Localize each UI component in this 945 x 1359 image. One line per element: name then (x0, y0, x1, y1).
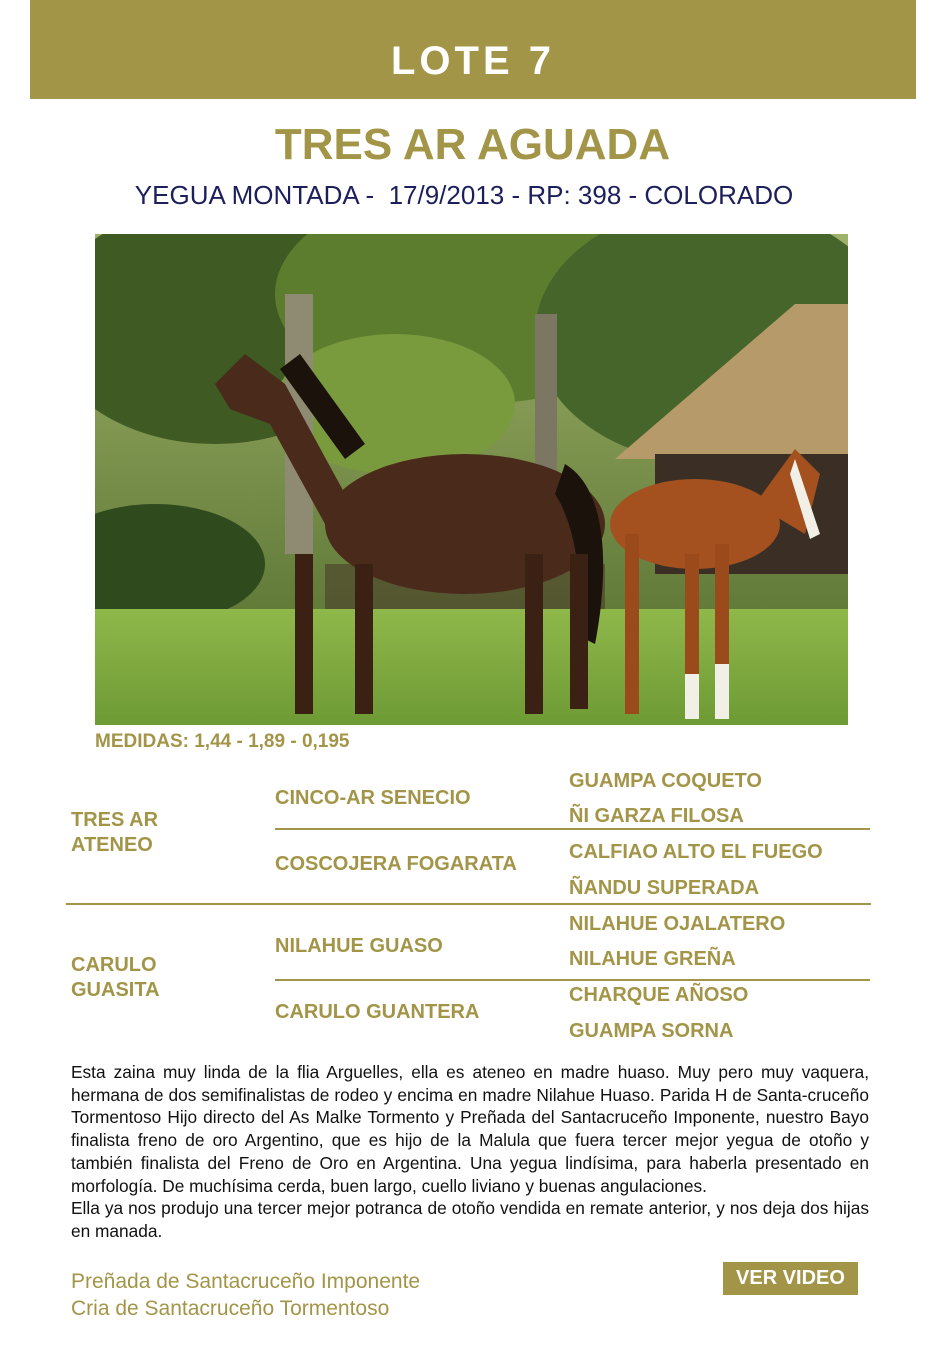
description-paragraph-2: Ella ya nos produjo una tercer mejor potranca de otoño vendida en remate anterior, y nos deja dos hijas en manada. (71, 1198, 869, 1241)
horse-subtitle: YEGUA MONTADA - 17/9/2013 - RP: 398 - COLORADO (134, 180, 794, 210)
sire-sire-name: CINCO-AR SENECIO (275, 787, 471, 809)
horse-photo-illustration (95, 234, 848, 725)
pedigree-divider (275, 979, 870, 981)
sire-dam-sire: CALFIAO ALTO EL FUEGO (569, 841, 823, 863)
dam-name-line1: CARULO (71, 954, 157, 976)
sire-name-line2: ATENEO (71, 834, 153, 856)
dam-dam-name: CARULO GUANTERA (275, 1001, 480, 1023)
pedigree-divider (275, 828, 870, 830)
dam-sire-name: NILAHUE GUASO (275, 935, 443, 957)
foal-note: Cria de Santacruceño Tormentoso (71, 1297, 390, 1320)
dam-dam-sire: CHARQUE AÑOSO (569, 984, 749, 1006)
lot-header (30, 0, 916, 99)
dam-name (71, 953, 160, 1003)
measures: MEDIDAS: 1,44 - 1,89 - 0,195 (95, 731, 350, 752)
view-video-button[interactable]: VER VIDEO (723, 1262, 858, 1295)
dam-sire-sire: NILAHUE OJALATERO (569, 913, 786, 935)
horse-photo (95, 234, 848, 725)
horse-name: TRES AR AGUADA (274, 120, 671, 169)
sire-sire-dam: ÑI GARZA FILOSA (569, 805, 744, 827)
description (71, 1061, 869, 1243)
dam-name-line2: GUASITA (71, 979, 160, 1001)
sire-dam-name: COSCOJERA FOGARATA (275, 853, 517, 875)
sire-sire-sire: GUAMPA COQUETO (569, 770, 762, 792)
dam-sire-dam: NILAHUE GREÑA (569, 948, 736, 970)
pregnancy-note: Preñada de Santacruceño Imponente (71, 1270, 421, 1293)
lot-title: LOTE 7 (390, 39, 556, 83)
sire-name (71, 808, 158, 858)
pedigree-main-divider (66, 903, 871, 905)
dam-dam-dam: GUAMPA SORNA (569, 1020, 734, 1042)
sire-dam-dam: ÑANDU SUPERADA (569, 877, 760, 899)
description-paragraph-1: Esta zaina muy linda de la flia Arguelles, ella es ateneo en madre huaso. Muy pero muy vaquera, hermana de dos semifinalistas de rodeo y encima en madre Nilahue Huaso. Parida H de Santa-cruceño Tormentoso Hijo directo del As Malke Tormento y Preñada del Santacruceño Imponente, nuestro Bayo finalista freno de oro Argentino, que es hijo de la Malula que fuera tercer mejor yegua de otoño y también finalista del Freno de Oro en Argentina. Una yegua lindísima, para haberla presentado en morfología. De muchísima cerda, buen largo, cuello liviano y buenas angulaciones. (71, 1062, 869, 1196)
sire-name-line1: TRES AR (71, 809, 159, 831)
